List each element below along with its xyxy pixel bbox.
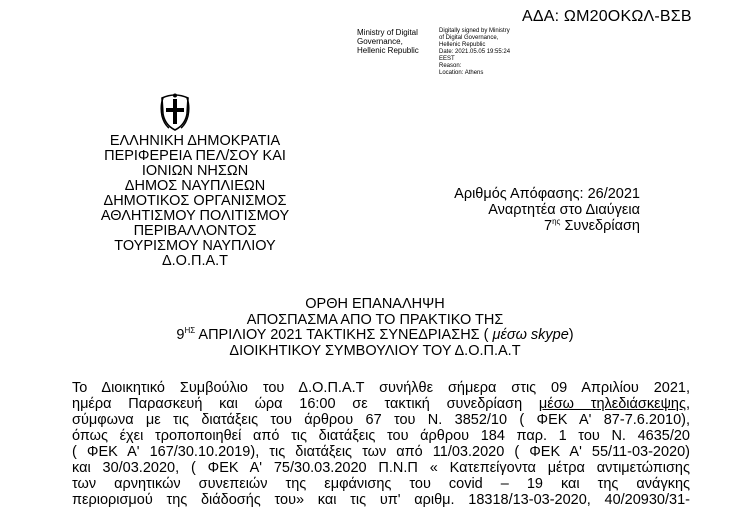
body-line: σύμφωνα με τις διατάξεις του άρθρου 67 του Ν. 3852/10 ( ΦΕΚ Α' 87-7.6.2010),	[72, 412, 690, 428]
body-line	[72, 396, 690, 412]
document-heading	[150, 297, 600, 359]
issuer-line: ΠΕΡΙΦΕΡΕΙΑ ΠΕΛ/ΣΟΥ ΚΑΙ	[104, 148, 286, 164]
issuer-line: ΤΟΥΡΙΣΜΟΥ ΝΑΥΠΛΙΟΥ	[114, 238, 276, 254]
heading-line: ΔΙΟΙΚΗΤΙΚΟΥ ΣΥΜΒΟΥΛΙΟΥ ΤΟΥ Δ.Ο.Π.Α.Τ	[229, 342, 521, 359]
body-line: Το Διοικητικό Συμβούλιο του Δ.Ο.Π.Α.Τ συνήλθε σήμερα στις 09 Απριλίου 2021,	[72, 380, 690, 396]
signer-line: Hellenic Republic	[357, 46, 419, 55]
issuer-line: ΔΗΜΟΤΙΚΟΣ ΟΡΓΑΝΙΣΜΟΣ	[103, 193, 287, 209]
signature-detail-line: Reason:	[439, 63, 462, 69]
heading-meeting-mode: μέσω skype	[492, 327, 569, 343]
heading-line: ΑΠΟΣΠΑΣΜΑ ΑΠΟ ΤΟ ΠΡΑΚΤΙΚΟ ΤΗΣ	[246, 311, 504, 328]
issuer-line: ΙΟΝΙΩΝ ΝΗΣΩΝ	[141, 163, 249, 179]
session-ordinal-suffix: ης	[552, 217, 561, 227]
decision-info	[420, 186, 640, 234]
signature-detail-line: Hellenic Republic	[439, 42, 486, 48]
signature-detail-line: Date: 2021.05.05 19:55:24	[439, 49, 511, 55]
ada-code: ΑΔΑ: ΩΜ20ΟΚΩΛ-ΒΣΒ	[522, 8, 692, 25]
signer-line: Ministry of Digital	[357, 28, 418, 37]
signature-signer	[357, 28, 429, 55]
decision-posting: Αναρτητέα στο Διαύγεια	[488, 202, 640, 218]
session-ordinal: 7	[544, 218, 553, 234]
body-line: ( ΦΕΚ Α' 167/30.10.2019), τις διατάξεις των από 11/03.2020 ( ΦΕΚ Α' 55/11-03-2020)	[72, 444, 690, 460]
issuer-line: ΔΗΜΟΣ ΝΑΥΠΛΙΕΩΝ	[124, 178, 266, 194]
session-number	[420, 218, 640, 234]
signature-detail-line: Location: Athens	[439, 70, 484, 76]
signature-detail-line: EEST	[439, 56, 455, 62]
body-line: των αρνητικών συνεπειών της εμφάνισης του covid – 19 και της ανάγκης	[72, 476, 690, 492]
session-word: Συνεδρίαση	[560, 218, 640, 234]
heading-day: 9	[176, 327, 185, 343]
heading-day-suffix: ΗΣ	[184, 326, 196, 336]
issuer-line: ΑΘΛΗΤΙΣΜΟΥ ΠΟΛΙΤΙΣΜΟΥ	[100, 208, 290, 224]
signer-line: Governance,	[357, 37, 403, 46]
body-line: όπως έχει τροποποιηθεί από τις διατάξεις του άρθρου 184 παρ. 1 του Ν. 4635/20	[72, 428, 690, 444]
body-paragraph	[72, 380, 690, 508]
signature-detail-line: of Digital Governance,	[439, 35, 499, 41]
heading-line	[150, 328, 600, 344]
signature-detail-line: Digitally signed by Ministry	[439, 28, 510, 34]
issuer-line: Δ.Ο.Π.Α.Τ	[161, 253, 229, 269]
heading-line: ΟΡΘΗ ΕΠΑΝΑΛΗΨΗ	[305, 296, 445, 312]
body-line: περιορισμού της διάδοσής του» και τις υπ' αριθμ. 18318/13-03-2020, 40/20930/31-	[72, 492, 690, 508]
heading-paren: )	[568, 327, 574, 343]
hellenic-emblem-icon	[159, 92, 191, 132]
body-text: ημέρα Παρασκευή και ώρα 16:00 σε τακτική συνεδρίαση	[72, 396, 539, 412]
heading-session-text: ΑΠΡΙΛΙΟΥ 2021 ΤΑΚΤΙΚΗΣ ΣΥΝΕΔΡΙΑΣΗΣ (	[195, 327, 493, 343]
issuer-line: ΕΛΛΗΝΙΚΗ ΔΗΜΟΚΡΑΤΙΑ	[109, 133, 281, 149]
issuer-block	[60, 134, 330, 269]
issuer-line: ΠΕΡΙΒΑΛΛΟΝΤΟΣ	[133, 223, 257, 239]
body-underlined-text: μέσω τηλεδιάσκεψης,	[538, 396, 690, 412]
signature-details	[439, 28, 549, 77]
decision-number: Αριθμός Απόφασης: 26/2021	[454, 186, 640, 202]
body-line: και 30/03.2020, ( ΦΕΚ Α' 75/30.03.2020 Π.Ν.Π « Κατεπείγοντα μέτρα αντιμετώπισης	[72, 460, 690, 476]
